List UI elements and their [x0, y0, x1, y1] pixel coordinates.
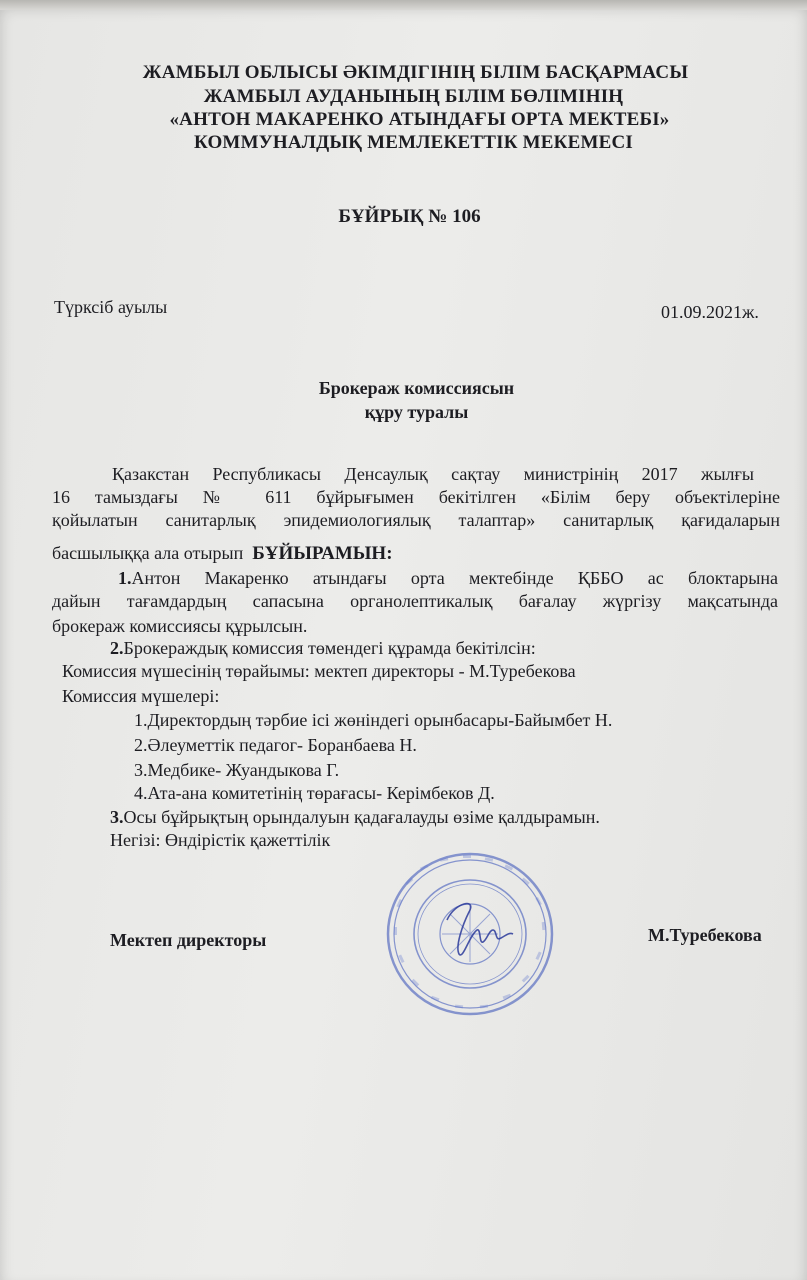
header-line-2: ЖАМБЫЛ АУДАНЫНЫҢ БІЛІМ БӨЛІМІНІҢ: [203, 86, 624, 107]
commission-chair: Комиссия мүшесінің төрайымы: мектеп директоры - М.Туребекова: [62, 661, 576, 681]
official-seal-icon: [385, 850, 555, 1018]
subject-line-1: Брокераж комиссиясын: [318, 378, 515, 398]
member-item: 2.Әлеуметтік педагог- Боранбаева Н.: [134, 735, 417, 755]
signatory-name: М.Туребекова: [648, 925, 762, 945]
order-title: БҰЙРЫҚ № 106: [338, 206, 481, 227]
members-label: Комиссия мүшелері:: [62, 686, 220, 706]
preamble-line-3: қойылатын санитарлық эпидемиологиялық талаптар» санитарлық қағидаларын: [52, 510, 780, 530]
item-1-line-2: дайын тағамдардың сапасына органолептикалық бағалау жүргізу мақсатында: [52, 591, 778, 611]
preamble-line-4-text: басшылыққа ала отырып: [52, 543, 244, 563]
order-word: БҰЙЫРАМЫН:: [252, 543, 393, 564]
preamble-line-4: [52, 542, 393, 565]
page-top-edge: [0, 0, 807, 10]
preamble-line-1: Қазакстан Республикасы Денсаулық сақтау министрінің 2017 жылғы: [112, 464, 754, 484]
item-1-line-1-text: Антон Макаренко атындағы орта мектебінде ҚББО ас блоктарына: [131, 568, 778, 588]
order-date: 01.09.2021ж.: [661, 302, 759, 322]
item-3-number: 3.: [110, 807, 124, 827]
place-name: Түрксіб ауылы: [54, 297, 168, 317]
item-3: [110, 806, 600, 828]
header-line-3: «АНТОН МАКАРЕНКО АТЫНДАҒЫ ОРТА МЕКТЕБІ»: [169, 109, 670, 130]
item-3-text: Осы бұйрықтың орындалуын қадағалауды өзіме қалдырамын.: [123, 807, 600, 827]
item-1-line-1: [118, 567, 778, 589]
subject-line-2: құру туралы: [364, 402, 469, 422]
item-2-number: 2.: [110, 638, 124, 658]
header-line-4: КОММУНАЛДЫҚ МЕМЛЕКЕТТІК МЕКЕМЕСІ: [193, 132, 634, 153]
item-2-text: Брокераждық комиссия төмендегі құрамда бекітілсін:: [123, 638, 536, 658]
header-line-1: ЖАМБЫЛ ОБЛЫСЫ ӘКІМДІГІНІҢ БІЛІМ БАСҚАРМАСЫ: [142, 62, 689, 83]
basis-line: Негізі: Өндірістік қажеттілік: [110, 830, 331, 850]
member-item: 4.Ата-ана комитетінің төрағасы- Керімбеков Д.: [134, 783, 495, 803]
item-1-line-3: брокераж комиссиясы құрылсын.: [52, 616, 308, 636]
member-item: 1.Директордың тәрбие ісі жөніндегі орынбасары-Байымбет Н.: [134, 710, 613, 730]
item-1-number: 1.: [118, 568, 132, 588]
signatory-role: Мектеп директоры: [110, 930, 267, 950]
item-2: [110, 637, 536, 659]
preamble-line-2: 16 тамыздағы № 611 бұйрығымен бекітілген «Білім беру объектілеріне: [52, 487, 780, 507]
member-item: 3.Медбике- Жуандыкова Г.: [134, 760, 340, 780]
